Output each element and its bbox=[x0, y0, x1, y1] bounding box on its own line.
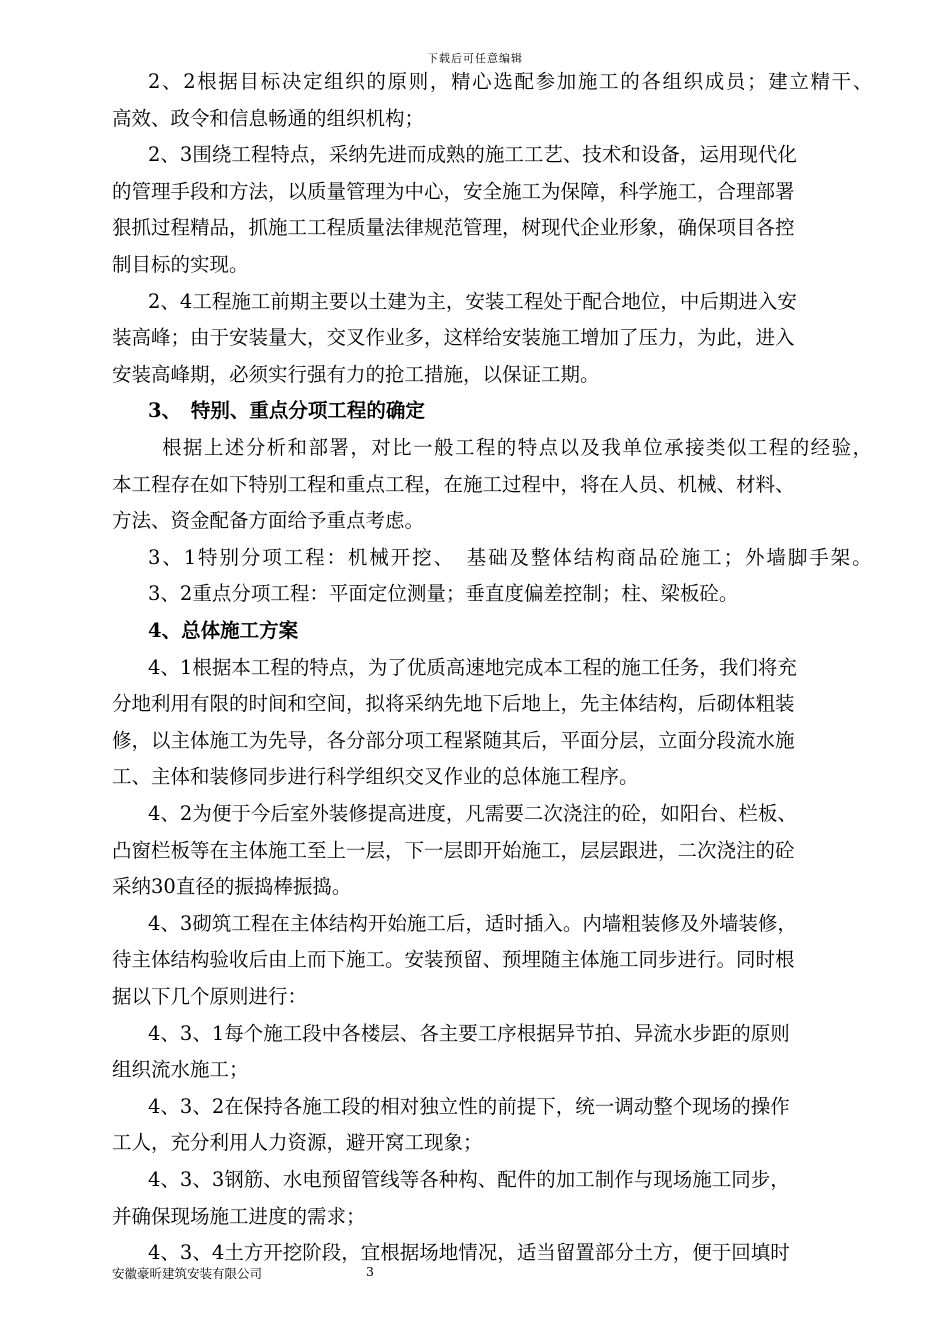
footer-page-number: 3 bbox=[366, 1264, 374, 1279]
paragraph-line: 2、3围绕工程特点，采纳先进而成熟的施工工艺、技术和设备，运用现代化 bbox=[148, 143, 797, 167]
paragraph-line: 本工程存在如下特别工程和重点工程，在施工过程中，将在人员、机械、材料、 bbox=[112, 472, 795, 496]
paragraph-line: 修，以主体施工为先导，各分部分项工程紧随其后，平面分层，立面分段流水施 bbox=[112, 728, 795, 752]
paragraph-line: 工人，充分利用人力资源，避开窝工现象； bbox=[112, 1131, 483, 1155]
paragraph-line: 的管理手段和方法，以质量管理为中心，安全施工为保障，科学施工，合理部署 bbox=[112, 179, 795, 203]
paragraph-line: 2、4工程施工前期主要以土建为主，安装工程处于配合地位，中后期进入安 bbox=[148, 289, 797, 313]
paragraph-line: 根据上述分析和部署，对比一般工程的特点以及我单位承接类似工程的经验， bbox=[162, 436, 874, 459]
paragraph-line: 采纳30直径的振捣棒振捣。 bbox=[112, 875, 352, 899]
paragraph-line: 3、2重点分项工程：平面定位测量；垂直度偏差控制；柱、梁板砼。 bbox=[148, 582, 739, 606]
paragraph-line: 待主体结构验收后由上而下施工。安装预留、预埋随主体施工同步进行。同时根 bbox=[112, 948, 795, 972]
paragraph-line: 4、3、3钢筋、水电预留管线等各种构、配件的加工制作与现场施工同步， bbox=[148, 1168, 790, 1191]
paragraph-line: 安装高峰期，必须实行强有力的抢工措施，以保证工期。 bbox=[112, 362, 600, 386]
paragraph-line: 制目标的实现。 bbox=[112, 253, 249, 276]
paragraph-line: 组织流水施工； bbox=[112, 1058, 249, 1082]
paragraph-line: 并确保现场施工进度的需求； bbox=[112, 1204, 366, 1228]
section-heading: 4、总体施工方案 bbox=[148, 619, 299, 642]
paragraph-line: 狠抓过程精品，抓施工工程质量法律规范管理，树现代企业形象，确保项目各控 bbox=[112, 216, 795, 240]
paragraph-line: 工、主体和装修同步进行科学组织交叉作业的总体施工程序。 bbox=[112, 765, 639, 789]
paragraph-line: 4、3、2在保持各施工段的相对独立性的前提下，统一调动整个现场的操作 bbox=[148, 1094, 790, 1118]
paragraph-line: 2、2根据目标决定组织的原则，精心选配参加施工的各组织成员；建立精干、 bbox=[148, 70, 874, 93]
paragraph-line: 4、2为便于今后室外装修提高进度，凡需要二次浇注的砼，如阳台、栏板、 bbox=[148, 802, 797, 825]
paragraph-line: 据以下几个原则进行： bbox=[112, 985, 308, 1008]
paragraph-line: 方法、资金配备方面给予重点考虑。 bbox=[112, 509, 425, 533]
footer-company: 安徽豪昕建筑安装有限公司 bbox=[112, 1266, 263, 1281]
section-heading: 3、 特别、重点分项工程的确定 bbox=[148, 399, 425, 423]
paragraph-line: 4、3、4土方开挖阶段，宜根据场地情况，适当留置部分土方，便于回填时 bbox=[148, 1241, 790, 1265]
paragraph-line: 4、3砌筑工程在主体结构开始施工后，适时插入。内墙粗装修及外墙装修， bbox=[148, 911, 797, 935]
paragraph-line: 高效、政令和信息畅通的组织机构； bbox=[112, 106, 425, 130]
paragraph-line: 凸窗栏板等在主体施工至上一层，下一层即开始施工，层层跟进，二次浇注的砼 bbox=[112, 838, 795, 862]
paragraph-line: 3、1特别分项工程：机械开挖、 基础及整体结构商品砼施工；外墙脚手架。 bbox=[148, 545, 874, 569]
paragraph-line: 分地利用有限的时间和空间，拟将采纳先地下后地上，先主体结构，后砌体粗装 bbox=[112, 692, 795, 716]
paragraph-line: 装高峰；由于安装量大，交叉作业多，这样给安装施工增加了压力，为此，进入 bbox=[112, 326, 795, 350]
page-header: 下载后可任意编辑 bbox=[427, 52, 523, 65]
paragraph-line: 4、1根据本工程的特点，为了优质高速地完成本工程的施工任务，我们将充 bbox=[148, 655, 797, 679]
paragraph-line: 4、3、1每个施工段中各楼层、各主要工序根据异节拍、异流水步距的原则 bbox=[148, 1021, 790, 1045]
